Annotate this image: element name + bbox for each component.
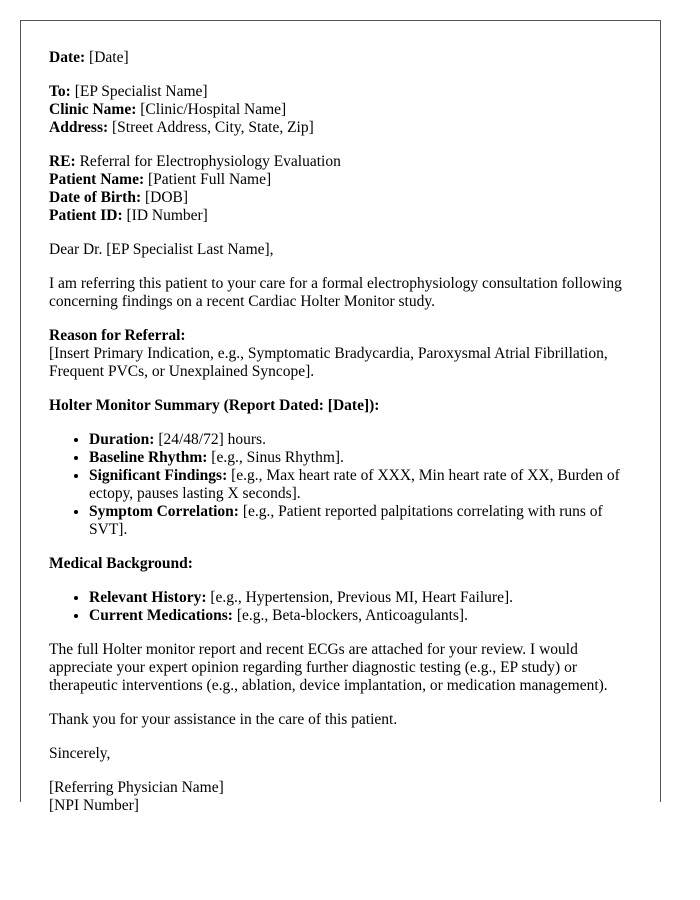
to-label: To: [49,83,71,100]
patient-name-line [49,171,634,189]
background-item-text: [e.g., Beta-blockers, Anticoagulants]. [232,607,468,624]
recipient-block [49,83,634,137]
address-value: [Street Address, City, State, Zip] [108,119,314,136]
holter-item-text: [e.g., Sinus Rhythm]. [207,449,344,466]
clinic-label: Clinic Name: [49,101,137,118]
list-item [89,503,634,539]
intro-paragraph: I am referring this patient to your care for a formal electrophysiology consultation following concerning findings on a recent Cardiac Holter Monitor study. [49,275,622,310]
reason-heading: Reason for Referral: [49,327,186,344]
holter-heading [49,397,634,415]
letter-page [20,20,661,814]
holter-item-label: Symptom Correlation: [89,503,239,520]
holter-item-label: Baseline Rhythm: [89,449,208,466]
signature-block [49,779,634,815]
list-item [89,449,634,467]
letter-content [49,49,634,831]
re-label: RE: [49,153,76,170]
dob-label: Date of Birth: [49,189,142,206]
list-item [89,431,634,449]
reason-section [49,327,634,381]
to-line [49,83,634,101]
background-item-text: [e.g., Hypertension, Previous MI, Heart Failure]. [206,589,513,606]
patient-name-value: [Patient Full Name] [144,171,272,188]
holter-list [49,431,634,539]
background-list [49,589,634,625]
re-value: Referral for Electrophysiology Evaluation [75,153,341,170]
holter-item-label: Significant Findings: [89,467,228,484]
list-item [89,607,634,625]
background-heading-text: Medical Background: [49,555,193,572]
thanks-line: Thank you for your assistance in the care of this patient. [49,711,398,728]
patient-id-label: Patient ID: [49,207,123,224]
reason-text: [Insert Primary Indication, e.g., Symptomatic Bradycardia, Paroxysmal Atrial Fibrillation, Frequent PVCs, or Unexplained Syncope]. [49,345,608,380]
patient-name-label: Patient Name: [49,171,145,188]
holter-item-text: [24/48/72] hours. [154,431,266,448]
holter-item-label: Duration: [89,431,155,448]
holter-item-text: [e.g., Max heart rate of XXX, Min heart rate of XX, Burden of ectopy, pauses lasting X seconds]. [89,467,620,502]
holter-item-text: [e.g., Patient reported palpitations correlating with runs of SVT]. [89,503,603,538]
closing-paragraph: The full Holter monitor report and recent ECGs are attached for your review. I would appreciate your expert opinion regarding further diagnostic testing (e.g., EP study) or therapeutic interventions (e.g., ablation, device implantation, or medication management). [49,641,608,694]
clinic-value: [Clinic/Hospital Name] [136,101,287,118]
list-item [89,589,634,607]
list-item [89,467,634,503]
dob-value: [DOB] [141,189,189,206]
clinic-line [49,101,634,119]
address-line [49,119,634,137]
salutation: Dear Dr. [EP Specialist Last Name], [49,241,274,258]
physician-name: [Referring Physician Name] [49,779,224,796]
background-item-label: Relevant History: [89,589,207,606]
dob-line [49,189,634,207]
date-value: [Date] [85,49,129,66]
background-heading [49,555,634,573]
date-label: Date: [49,49,86,66]
signoff: Sincerely, [49,745,111,762]
holter-heading-text: Holter Monitor Summary (Report Dated: [Date]): [49,397,380,414]
npi-line: [NPI Number] [49,797,139,814]
to-value: [EP Specialist Name] [70,83,208,100]
background-item-label: Current Medications: [89,607,233,624]
patient-id-value: [ID Number] [122,207,208,224]
reference-block [49,153,634,225]
re-line [49,153,634,171]
address-label: Address: [49,119,109,136]
patient-id-line [49,207,634,225]
date-line [49,49,634,67]
